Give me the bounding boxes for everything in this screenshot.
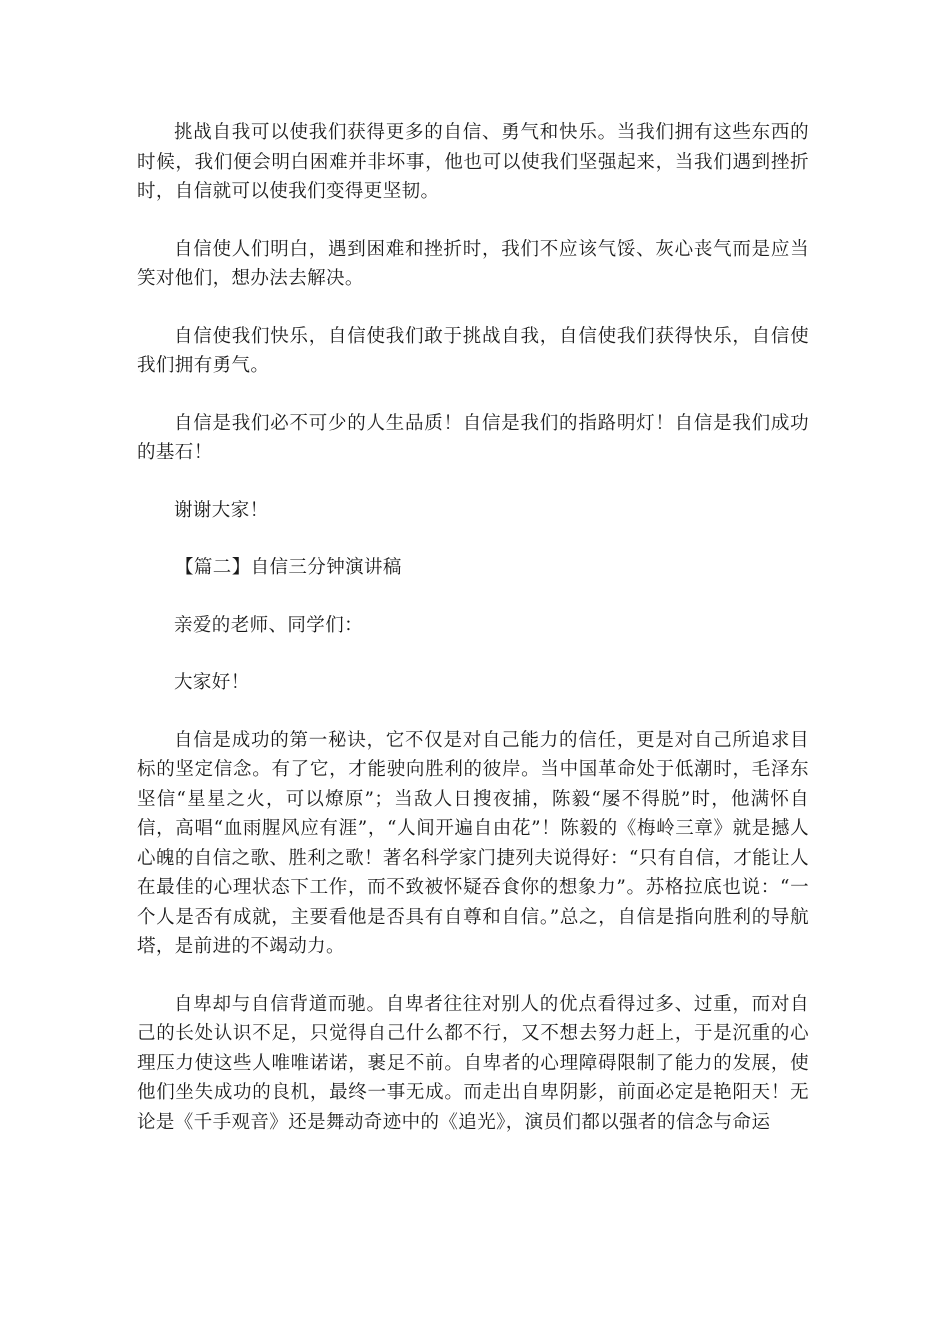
section-heading: 【篇二】自信三分钟演讲稿 bbox=[175, 557, 402, 578]
paragraph-confidence-joy: 自信使我们快乐，自信使我们敢于挑战自我，自信使我们获得快乐，自信使我们拥有勇气。 bbox=[137, 325, 809, 376]
paragraph-challenge-self: 挑战自我可以使我们获得更多的自信、勇气和快乐。当我们拥有这些东西的时候，我们便会明白困难并非坏事，他也可以使我们坚强起来，当我们遇到挫折时，自信就可以使我们变得更坚韧。 bbox=[137, 122, 809, 202]
paragraph-thanks: 谢谢大家！ bbox=[174, 499, 269, 521]
paragraph-life-quality: 自信是我们必不可少的人生品质！自信是我们的指路明灯！自信是我们成功的基石！ bbox=[137, 412, 809, 463]
paragraph-greeting: 大家好！ bbox=[174, 672, 250, 693]
paragraph-salutation: 亲爱的老师、同学们： bbox=[174, 614, 364, 636]
paragraph-inferiority: 自卑却与自信背道而驰。自卑者往往对别人的优点看得过多、过重，而对自己的长处认识不足，只觉得自己什么都不行，又不想去努力赶上，于是沉重的心理压力使这些人唯唯诺诺，裹足不前。自卑者的心理障碍限制了能力的发展，使他们坐失成功的良机，最终一事无成。而走出自卑阴影，前面必定是艳阳天！无论是《千手观音》还是舞动奇迹中的《追光》，演员们都以强者的信念与命运 bbox=[137, 993, 809, 1133]
document-body bbox=[137, 118, 809, 1165]
paragraph-face-difficulties: 自信使人们明白，遇到困难和挫折时，我们不应该气馁、灰心丧气而是应当笑对他们，想办法去解决。 bbox=[137, 238, 809, 289]
paragraph-first-secret: 自信是成功的第一秘诀，它不仅是对自己能力的信任，更是对自己所追求目标的坚定信念。有了它，才能驶向胜利的彼岸。当中国革命处于低潮时，毛泽东坚信“星星之火，可以燎原”；当敌人日搜夜捕，陈毅“屡不得脱”时，他满怀自信，高唱“血雨腥风应有涯”，“人间开遍自由花”！陈毅的《梅岭三章》就是撼人心魄的自信之歌、胜利之歌！著名科学家门捷列夫说得好：“只有自信，才能让人在最佳的心理状态下工作，而不致被怀疑吞食你的想象力”。苏格拉底也说：“一个人是否有成就，主要看他是否具有自尊和自信。”总之，自信是指向胜利的导航塔，是前进的不竭动力。 bbox=[137, 729, 809, 957]
